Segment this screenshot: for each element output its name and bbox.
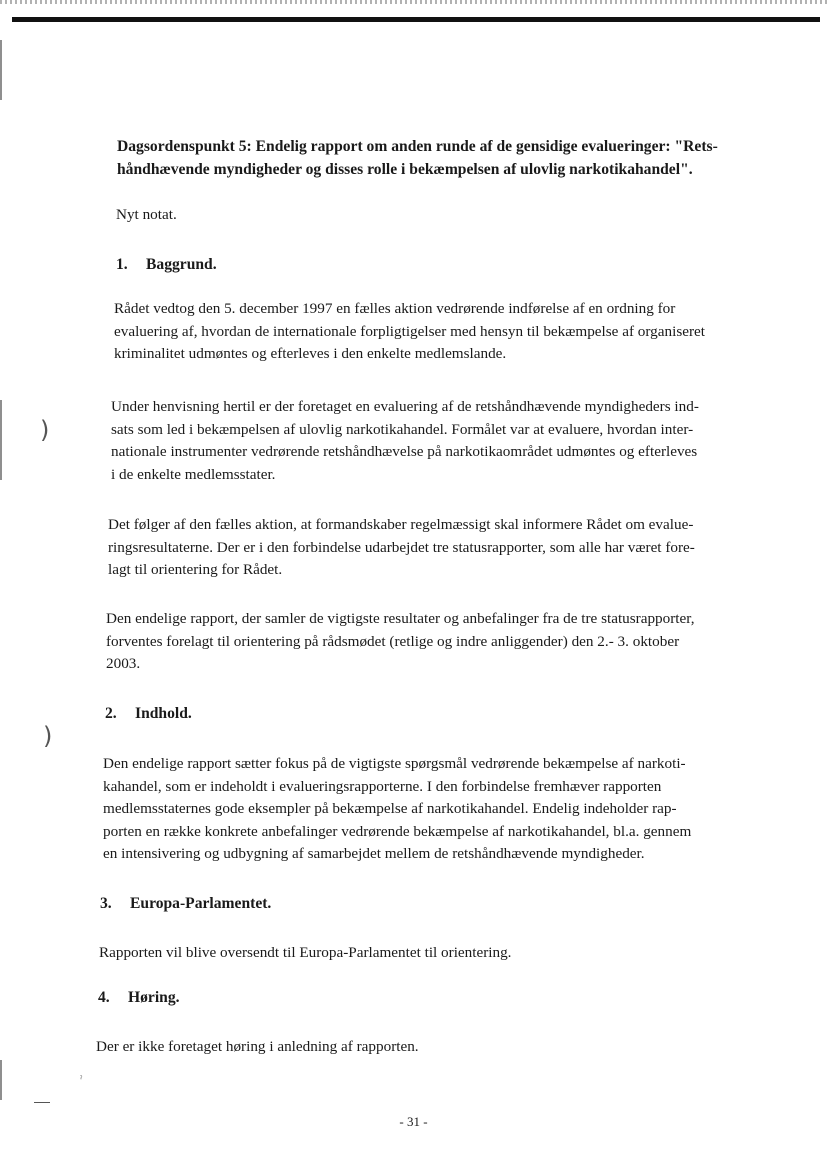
- paragraph-line: Under henvisning hertil er der foretaget en evaluering af de retshåndhævende myndigheders ind-: [111, 398, 699, 415]
- scan-speck: ˀ: [80, 1074, 83, 1084]
- paragraph-line: kahandel, som er indeholdt i evalueringsrapporterne. I den forbindelse fremhæver rapporten: [103, 777, 662, 795]
- paragraph-line: Rapporten vil blive oversendt til Europa-Parlamentet til orientering.: [99, 944, 512, 961]
- punch-hole-mark: ): [40, 416, 50, 444]
- paragraph-line: porten en række konkrete anbefalinger vedrørende bekæmpelse af narkotikahandel, bl.a. gennem: [103, 822, 692, 840]
- section-heading-baggrund: [116, 254, 217, 277]
- paragraph-line: forventes forelagt til orientering på rådsmødet (retlige og indre anliggender) den 2.- 3. oktober: [106, 632, 680, 650]
- section-title: Baggrund.: [146, 256, 217, 273]
- title-line: håndhævende myndigheder og disses rolle i bekæmpelsen af ulovlig narkotikahandel".: [117, 161, 693, 178]
- punch-hole-mark: ): [43, 722, 53, 750]
- paragraph-line: medlemsstaternes gode eksempler på bekæmpelse af narkotikahandel. Endelig indeholder rap-: [103, 800, 677, 817]
- paragraph: [108, 514, 695, 582]
- section-heading-indhold: [105, 703, 192, 726]
- paragraph-line: Den endelige rapport, der samler de vigtigste resultater og anbefalinger fra de tre statusrapporter,: [106, 610, 695, 627]
- section-number: 2.: [105, 705, 117, 722]
- paragraph-line: ringsresultaterne. Der er i den forbindelse udarbejdet tre statusrapporter, som alle har været fore-: [108, 538, 695, 556]
- paragraph: [99, 942, 511, 965]
- paragraph-line: Rådet vedtog den 5. december 1997 en fælles aktion vedrørende indførelse af en ordning for: [114, 300, 676, 317]
- section-title: Høring.: [128, 989, 180, 1006]
- section-number: 4.: [98, 989, 110, 1006]
- paragraph-line: sats som led i bekæmpelsen af ulovlig narkotikahandel. Formålet var at evaluere, hvordan inter-: [111, 420, 694, 438]
- paragraph-line: Den endelige rapport sætter fokus på de vigtigste spørgsmål vedrørende bekæmpelse af narkoti-: [103, 755, 686, 772]
- paragraph: [103, 753, 691, 866]
- paragraph: [106, 608, 695, 676]
- paragraph: [114, 298, 705, 366]
- title-line: Dagsordenspunkt 5: Endelig rapport om anden runde af de gensidige evalueringer: "Rets-: [117, 138, 718, 155]
- paragraph-line: i de enkelte medlemsstater.: [111, 465, 276, 483]
- page-number: - 31 -: [399, 1114, 428, 1129]
- section-title: Europa-Parlamentet.: [130, 895, 272, 912]
- section-number: 1.: [116, 256, 128, 273]
- paragraph-line: Der er ikke foretaget høring i anledning af rapporten.: [96, 1038, 419, 1055]
- section-title: Indhold.: [135, 705, 192, 722]
- section-heading-europa-parlamentet: [100, 893, 271, 916]
- note-label: Nyt notat.: [116, 206, 177, 223]
- section-number: 3.: [100, 895, 112, 912]
- paragraph-line: en intensivering og udbygning af samarbejdet mellem de retshåndhævende myndigheder.: [103, 845, 645, 862]
- paragraph-line: 2003.: [106, 655, 141, 672]
- section-heading-hoering: [98, 987, 180, 1010]
- agenda-title: [117, 135, 718, 181]
- paragraph-line: lagt til orientering for Rådet.: [108, 561, 283, 578]
- paragraph-line: kriminalitet udmøntes og efterleves i den enkelte medlemslande.: [114, 345, 507, 362]
- paragraph: [111, 396, 699, 486]
- paragraph-line: Det følger af den fælles aktion, at formandskaber regelmæssigt skal informere Rådet om evalue-: [108, 516, 694, 533]
- paragraph-line: evaluering af, hvordan de internationale forpligtigelser med hensyn til bekæmpelse af organiseret: [114, 322, 705, 340]
- paragraph-line: nationale instrumenter vedrørende retshåndhævelse på narkotikaområdet udmøntes og efterleves: [111, 443, 698, 460]
- paragraph: [96, 1036, 419, 1059]
